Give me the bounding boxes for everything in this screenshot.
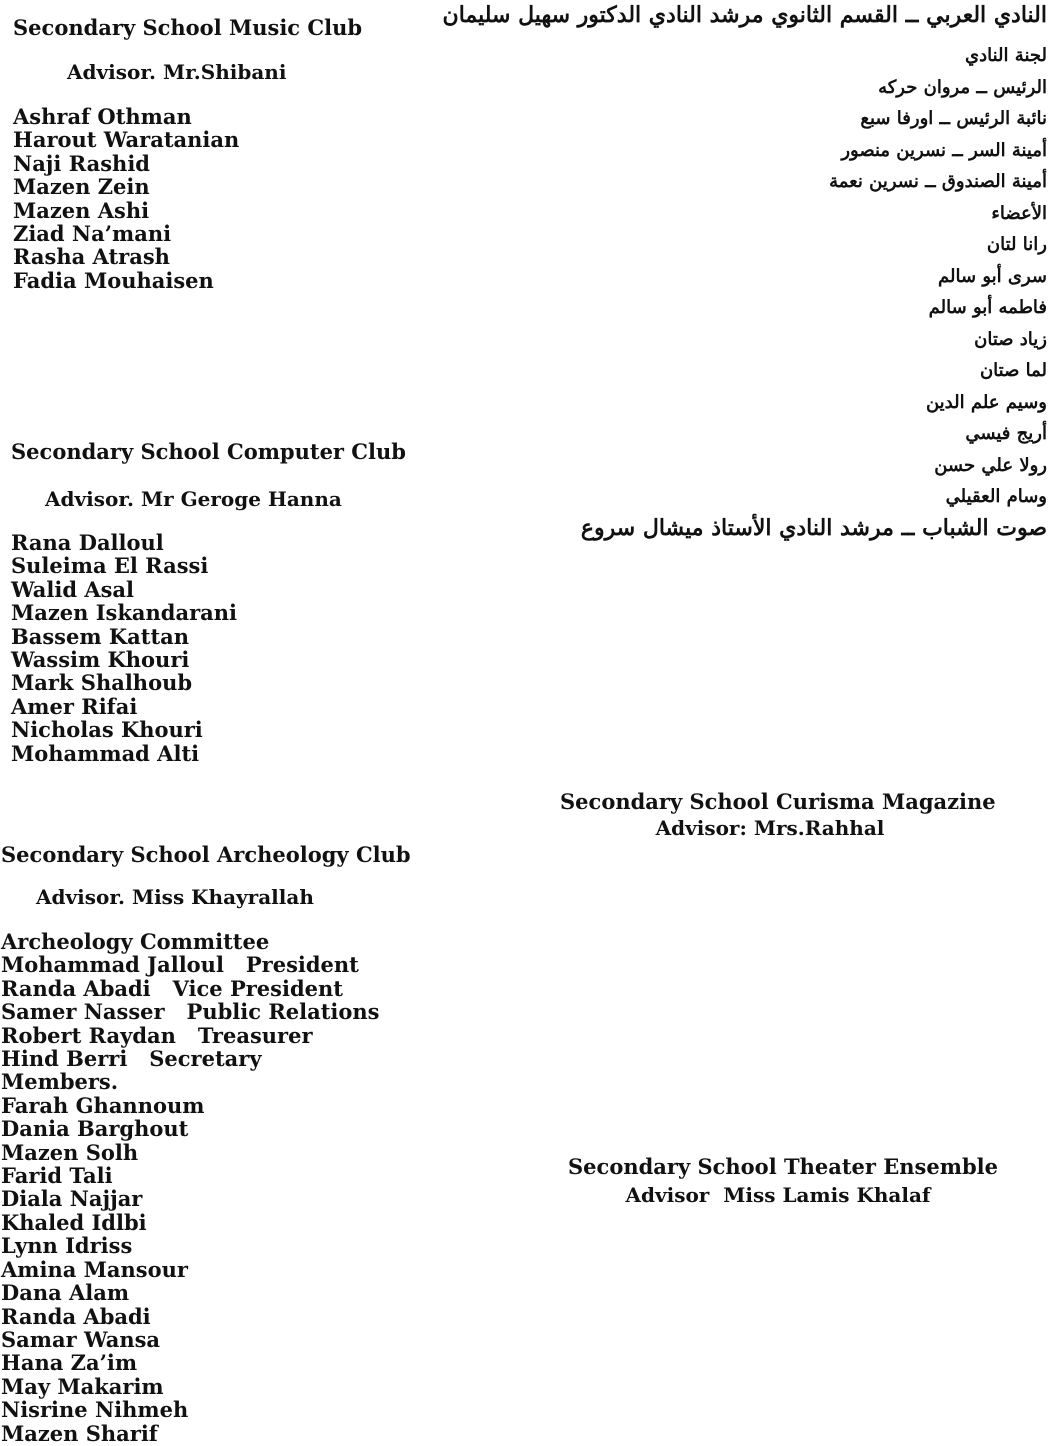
list-item: Fadia Mouhaisen bbox=[13, 267, 214, 293]
list-item: Rana Dalloul bbox=[11, 530, 164, 555]
list-item: Farid Tali bbox=[1, 1163, 113, 1189]
list-item: Lynn Idriss bbox=[1, 1233, 133, 1259]
list-item: Samer Nasser Public Relations bbox=[1, 999, 380, 1025]
theater-title: Secondary School Theater Ensemble bbox=[568, 1154, 998, 1179]
list-item: Ziad Na’mani bbox=[13, 221, 172, 247]
list-item: Amer Rifai bbox=[11, 693, 138, 719]
magazine-title: Secondary School Curisma Magazine bbox=[560, 789, 996, 814]
list-item: Naji Rashid bbox=[13, 150, 150, 176]
computer-club-section bbox=[11, 438, 431, 765]
list-item: لما صتان bbox=[979, 360, 1047, 381]
list-item: رانا لتان bbox=[986, 234, 1047, 255]
list-item: الأعضاء bbox=[991, 202, 1047, 224]
list-item: Mazen Solh bbox=[1, 1139, 139, 1165]
list-item: Rasha Atrash bbox=[13, 244, 170, 270]
list-item: Mohammad Alti bbox=[11, 740, 200, 766]
list-item: Farah Ghannoum bbox=[1, 1092, 205, 1118]
list-item: Suleima El Rassi bbox=[11, 553, 209, 579]
computer-club-advisor: Advisor. Mr Geroge Hanna bbox=[45, 487, 342, 511]
archeology-club-lines bbox=[1, 930, 441, 1445]
list-item: Wassim Khouri bbox=[11, 647, 190, 673]
computer-club-title: Secondary School Computer Club bbox=[11, 439, 406, 464]
list-item: Nisrine Nihmeh bbox=[1, 1397, 189, 1423]
list-item: Diala Najjar bbox=[1, 1186, 143, 1212]
magazine-advisor: Advisor: Mrs.Rahhal bbox=[655, 816, 885, 840]
list-item: Ashraf Othman bbox=[13, 104, 192, 129]
list-item: Bassem Kattan bbox=[11, 623, 190, 649]
list-item: May Makarim bbox=[1, 1373, 164, 1399]
list-item: وسام العقيلي bbox=[945, 486, 1047, 507]
arabic-club-footer: صوت الشباب ــ مرشد النادي الأستاذ ميشال سروع bbox=[580, 514, 1047, 541]
list-item: Dana Alam bbox=[1, 1280, 130, 1306]
list-item: Archeology Committee bbox=[1, 929, 270, 954]
music-club-members bbox=[13, 105, 433, 292]
list-item: سرى أبو سالم bbox=[938, 265, 1047, 287]
arabic-club-lines bbox=[487, 40, 1047, 513]
arabic-club-section bbox=[442, 0, 1047, 543]
archeology-club-title: Secondary School Archeology Club bbox=[1, 842, 411, 867]
list-item: Randa Abadi Vice President bbox=[1, 975, 343, 1001]
music-club-section bbox=[13, 14, 433, 292]
list-item: Walid Asal bbox=[11, 576, 135, 602]
list-item: Harout Waratanian bbox=[13, 127, 240, 153]
list-item: أريج فيسي bbox=[965, 423, 1047, 444]
list-item: Hana Za’im bbox=[1, 1350, 138, 1376]
list-item: Khaled Idlbi bbox=[1, 1209, 147, 1235]
list-item: زياد صتان bbox=[974, 328, 1047, 350]
list-item: وسيم علم الدين bbox=[925, 391, 1047, 413]
list-item: Mazen Iskandarani bbox=[11, 600, 237, 626]
list-item: Mohammad Jalloul President bbox=[1, 952, 359, 978]
music-club-advisor: Advisor. Mr.Shibani bbox=[67, 60, 287, 84]
list-item: Members. bbox=[1, 1069, 119, 1095]
list-item: نائبة الرئيس ــ اورفا سبع bbox=[860, 108, 1047, 129]
list-item: Mazen Ashi bbox=[13, 197, 150, 223]
list-item: Dania Barghout bbox=[1, 1116, 189, 1142]
list-item: Robert Raydan Treasurer bbox=[1, 1022, 313, 1048]
list-item: Mazen Sharif bbox=[1, 1420, 158, 1446]
list-item: Randa Abadi bbox=[1, 1303, 151, 1329]
music-club-title: Secondary School Music Club bbox=[13, 15, 363, 40]
list-item: Amina Mansour bbox=[1, 1256, 188, 1282]
computer-club-members bbox=[11, 531, 431, 765]
list-item: Samar Wansa bbox=[1, 1326, 161, 1352]
magazine-section bbox=[560, 789, 996, 841]
list-item: Nicholas Khouri bbox=[11, 717, 203, 743]
list-item: الرئيس ــ مروان حركه bbox=[878, 76, 1047, 98]
list-item: رولا علي حسن bbox=[934, 454, 1047, 476]
list-item: لجنة النادي bbox=[965, 45, 1047, 66]
theater-advisor: Advisor Miss Lamis Khalaf bbox=[625, 1183, 931, 1207]
list-item: Mark Shalhoub bbox=[11, 670, 193, 696]
arabic-club-title: النادي العربي ــ القسم الثانوي مرشد النادي الدكتور سهيل سليمان bbox=[442, 2, 1047, 28]
list-item: أمينة السر ــ نسرين منصور bbox=[841, 139, 1047, 161]
theater-section bbox=[568, 1152, 998, 1208]
list-item: أمينة الصندوق ــ نسرين نعمة bbox=[829, 171, 1047, 192]
list-item: Hind Berri Secretary bbox=[1, 1046, 262, 1072]
list-item: فاطمه أبو سالم bbox=[928, 297, 1047, 318]
archeology-club-section bbox=[1, 841, 441, 1445]
archeology-club-advisor: Advisor. Miss Khayrallah bbox=[36, 885, 314, 909]
list-item: Mazen Zein bbox=[13, 174, 150, 200]
